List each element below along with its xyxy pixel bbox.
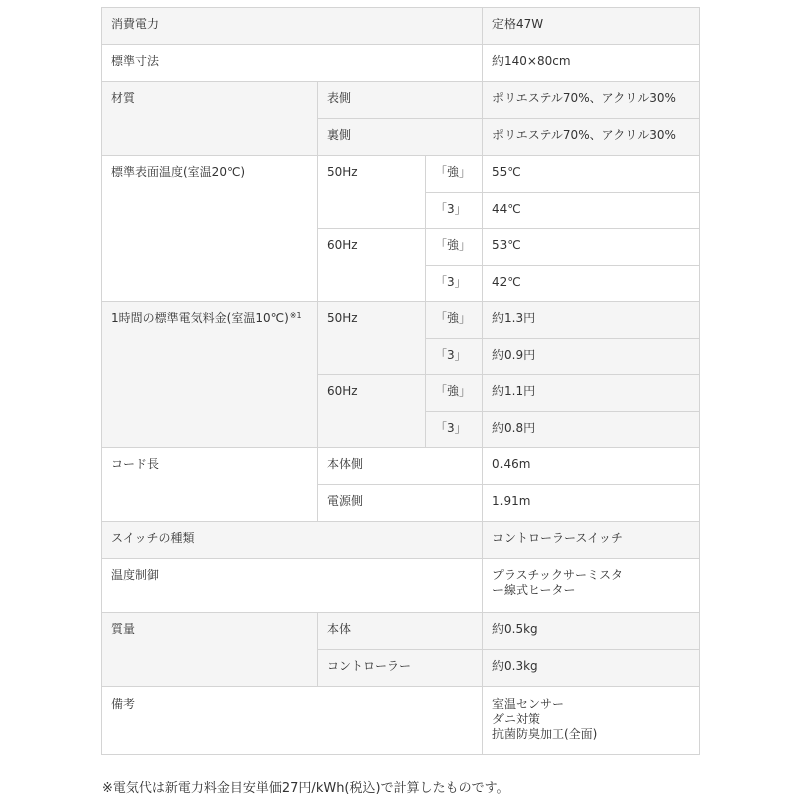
cost-note-mark: ※1 [289, 311, 302, 320]
cost-60-strong-value: 約1.1円 [483, 375, 700, 412]
switch-label: スイッチの種類 [102, 522, 483, 559]
cost-label-cell [102, 302, 318, 448]
power-value: 定格47W [483, 8, 700, 45]
row-material-front [102, 82, 700, 119]
temp-50-strong-mode: 「強」 [426, 156, 483, 193]
cord-power-value: 1.91m [483, 485, 700, 522]
material-back-value: ポリエステル70%、アクリル30% [483, 119, 700, 156]
temp-50-strong-value: 55℃ [483, 156, 700, 193]
temp-50hz-label: 50Hz [318, 156, 426, 229]
row-cost-50-strong [102, 302, 700, 339]
cost-60-strong-mode: 「強」 [426, 375, 483, 412]
footnote: ※電気代は新電力料金目安単価27円/kWh(税込)で計算したものです。 [102, 781, 510, 796]
material-back-label: 裏側 [318, 119, 483, 156]
cost-50hz-label: 50Hz [318, 302, 426, 375]
remarks-value-line: ダニ対策 [492, 712, 541, 726]
temp-60-strong-mode: 「強」 [426, 229, 483, 266]
row-control [102, 559, 700, 613]
mass-label: 質量 [102, 613, 318, 687]
row-cord-body [102, 448, 700, 485]
material-front-label: 表側 [318, 82, 483, 119]
row-switch [102, 522, 700, 559]
remarks-value [483, 687, 700, 755]
cost-50-strong-value: 約1.3円 [483, 302, 700, 339]
cost-50-strong-mode: 「強」 [426, 302, 483, 339]
mass-body-value: 約0.5kg [483, 613, 700, 650]
cost-60-three-value: 約0.8円 [483, 412, 700, 448]
temp-50-three-mode: 「3」 [426, 193, 483, 229]
spec-table [101, 7, 700, 755]
control-value [483, 559, 700, 613]
remarks-value-line: 抗菌防臭加工(全面) [492, 727, 598, 741]
cost-60-three-mode: 「3」 [426, 412, 483, 448]
temp-60-three-mode: 「3」 [426, 266, 483, 302]
temp-60-three-value: 42℃ [483, 266, 700, 302]
row-temp-50-strong [102, 156, 700, 193]
temp-label: 標準表面温度(室温20℃) [102, 156, 318, 302]
size-label: 標準寸法 [102, 45, 483, 82]
size-value: 約140×80cm [483, 45, 700, 82]
row-size [102, 45, 700, 82]
material-label: 材質 [102, 82, 318, 156]
temp-60hz-label: 60Hz [318, 229, 426, 302]
temp-60-strong-value: 53℃ [483, 229, 700, 266]
cord-body-label: 本体側 [318, 448, 483, 485]
row-power [102, 8, 700, 45]
cost-50-three-value: 約0.9円 [483, 339, 700, 375]
remarks-label: 備考 [102, 687, 483, 755]
material-front-value: ポリエステル70%、アクリル30% [483, 82, 700, 119]
cord-label: コード長 [102, 448, 318, 522]
row-remarks [102, 687, 700, 755]
cost-label: 1時間の標準電気料金(室温10℃) [111, 311, 289, 325]
control-value-line: ー線式ヒーター [492, 583, 576, 597]
mass-controller-value: 約0.3kg [483, 650, 700, 687]
row-mass-body [102, 613, 700, 650]
power-label: 消費電力 [102, 8, 483, 45]
mass-controller-label: コントローラー [318, 650, 483, 687]
cost-50-three-mode: 「3」 [426, 339, 483, 375]
mass-body-label: 本体 [318, 613, 483, 650]
control-value-line: プラスチックサーミスタ [492, 568, 624, 582]
control-label: 温度制御 [102, 559, 483, 613]
switch-value: コントローラースイッチ [483, 522, 700, 559]
temp-50-three-value: 44℃ [483, 193, 700, 229]
cord-body-value: 0.46m [483, 448, 700, 485]
cost-60hz-label: 60Hz [318, 375, 426, 448]
remarks-value-line: 室温センサー [492, 697, 565, 711]
cord-power-label: 電源側 [318, 485, 483, 522]
